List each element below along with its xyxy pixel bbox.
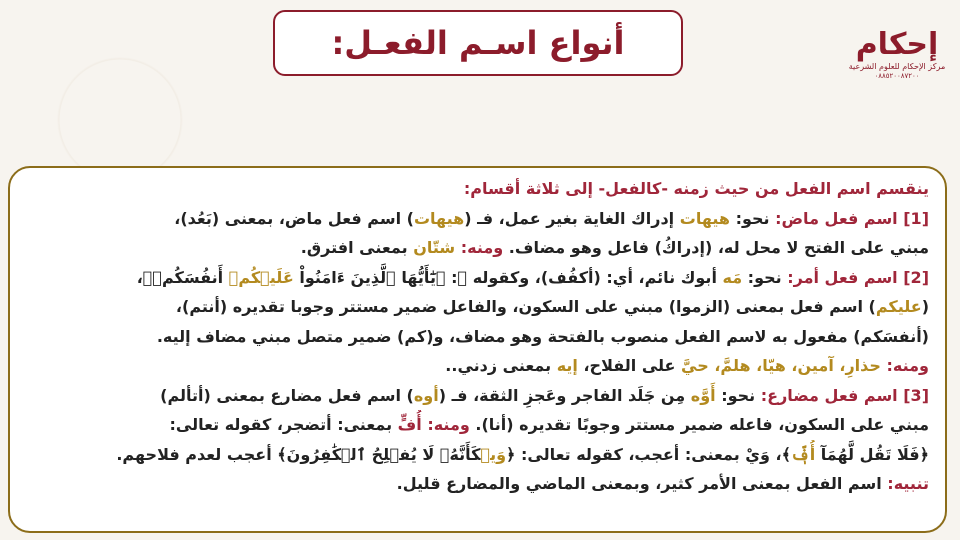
content-line: [24, 292, 929, 322]
content-line: [24, 322, 929, 352]
content-line: [24, 204, 929, 234]
text-segment: مَه: [722, 267, 743, 287]
text-segment: ) اسم فعل بمعنى (الزموا) مبني على السكون، والفاعل ضمير مستتر وجوبا تقديره (أنتم)،: [175, 297, 876, 316]
text-segment: (: [921, 297, 929, 316]
text-segment: بمعنى افترق.: [300, 238, 414, 257]
text-segment: عليكم: [875, 297, 922, 316]
text-segment: [3] اسم فعل مضارع:: [755, 385, 929, 405]
text-segment: ) اسم فعل مضارع بمعنى (أتألم): [160, 385, 414, 405]
title-box: [273, 10, 683, 76]
text-segment: وَيۡ: [480, 444, 507, 464]
logo-name: إحكام: [855, 27, 939, 62]
content-line: [24, 263, 929, 293]
text-segment: نحو:: [742, 267, 782, 287]
logo-number: ٠٨٨٥٢٠٠٨٧٢٠٠: [874, 72, 920, 80]
content-line: [24, 351, 929, 381]
text-segment: [2] اسم فعل أمر:: [781, 267, 929, 287]
logo-subtitle: مركز الإحكام للعلوم الشرعية: [848, 62, 946, 71]
page-title: أنواع اسـم الفعـل:: [331, 24, 625, 62]
text-segment: ومنه:: [880, 356, 929, 375]
text-segment: ) اسم فعل ماض، بمعنى (بَعُد)،: [174, 208, 414, 228]
text-segment: ﴿فَلَا تَقُل لَّهُمَآ: [815, 444, 929, 464]
text-segment: ينقسم اسم الفعل من حيث زمنه -كالفعل- إلى ثلاثة أقسام:: [463, 179, 929, 198]
text-segment: هيهات: [679, 208, 731, 228]
content-line: [24, 440, 929, 470]
text-segment: كَأَنَّهُۥ لَا يُفۡلِحُ ٱلۡكَٰفِرُونَ﴾ أعجب لعدم فلاحهم.: [116, 444, 481, 464]
text-segment: تنبيه:: [881, 474, 929, 493]
text-segment: نحو:: [730, 208, 770, 228]
text-segment: على الفلاح،: [577, 356, 682, 375]
text-segment: حذارِ، آمين، هيّا، هلمَّ، حيَّ: [681, 356, 881, 375]
text-segment: بمعنى: أتضجر، كقوله تعالى:: [169, 415, 398, 434]
text-segment: [1] اسم فعل ماض:: [769, 208, 929, 228]
text-segment: هيهات: [413, 208, 465, 228]
text-segment: بمعنى زدني..: [445, 356, 557, 375]
text-segment: أَنفُسَكُمۡ﴾،: [136, 267, 229, 287]
text-segment: إدراك الغاية بغير عمل، فـ (: [464, 208, 680, 228]
text-segment: إيه: [556, 356, 578, 375]
content-line: [24, 410, 929, 440]
text-segment: أُفّٖ: [790, 444, 816, 464]
logo: [842, 28, 952, 98]
content-line: [24, 381, 929, 411]
text-segment: (أنفسَكم) مفعول به لاسم الفعل منصوب بالفتحة وهو مضاف، و(كم) ضمير متصل مبني مضاف إليه.: [156, 326, 929, 346]
content-line: [24, 233, 929, 263]
text-segment: أبوك نائم، أي: (أكفُف)، وكقوله ﷻ: ﴿يَٰٓأَيُّهَا ٱلَّذِينَ ءَامَنُواْ: [293, 267, 723, 287]
content-line: [24, 469, 929, 499]
text-segment: نحو:: [715, 385, 756, 405]
text-segment: ومنه:: [455, 238, 504, 257]
text-segment: ومنه: أُفٍّ: [397, 415, 470, 434]
text-segment: شتّان: [413, 238, 456, 257]
content-box: [8, 166, 947, 533]
text-segment: مبني على الفتح لا محل له، (إدراكُ) فاعل وهو مضاف.: [503, 238, 929, 257]
text-segment: ﴾، وَيْ بمعنى: أعجب، كقوله تعالى: ﴿: [506, 444, 791, 464]
text-segment: عَلَيۡكُمۡ: [228, 267, 294, 287]
text-segment: أَوَّه: [690, 385, 716, 405]
text-segment: اسم الفعل بمعنى الأمر كثير، وبمعنى الماضي والمضارع قليل.: [396, 474, 882, 493]
text-segment: مِن جَلَد الفاجر وعَجزِ الثقة، فـ (: [438, 385, 691, 405]
content-line: [24, 174, 929, 204]
text-segment: مبني على السكون، فاعله ضمير مستتر وجوبًا تقديره (أنا).: [469, 415, 929, 434]
text-segment: أوه: [413, 385, 439, 405]
